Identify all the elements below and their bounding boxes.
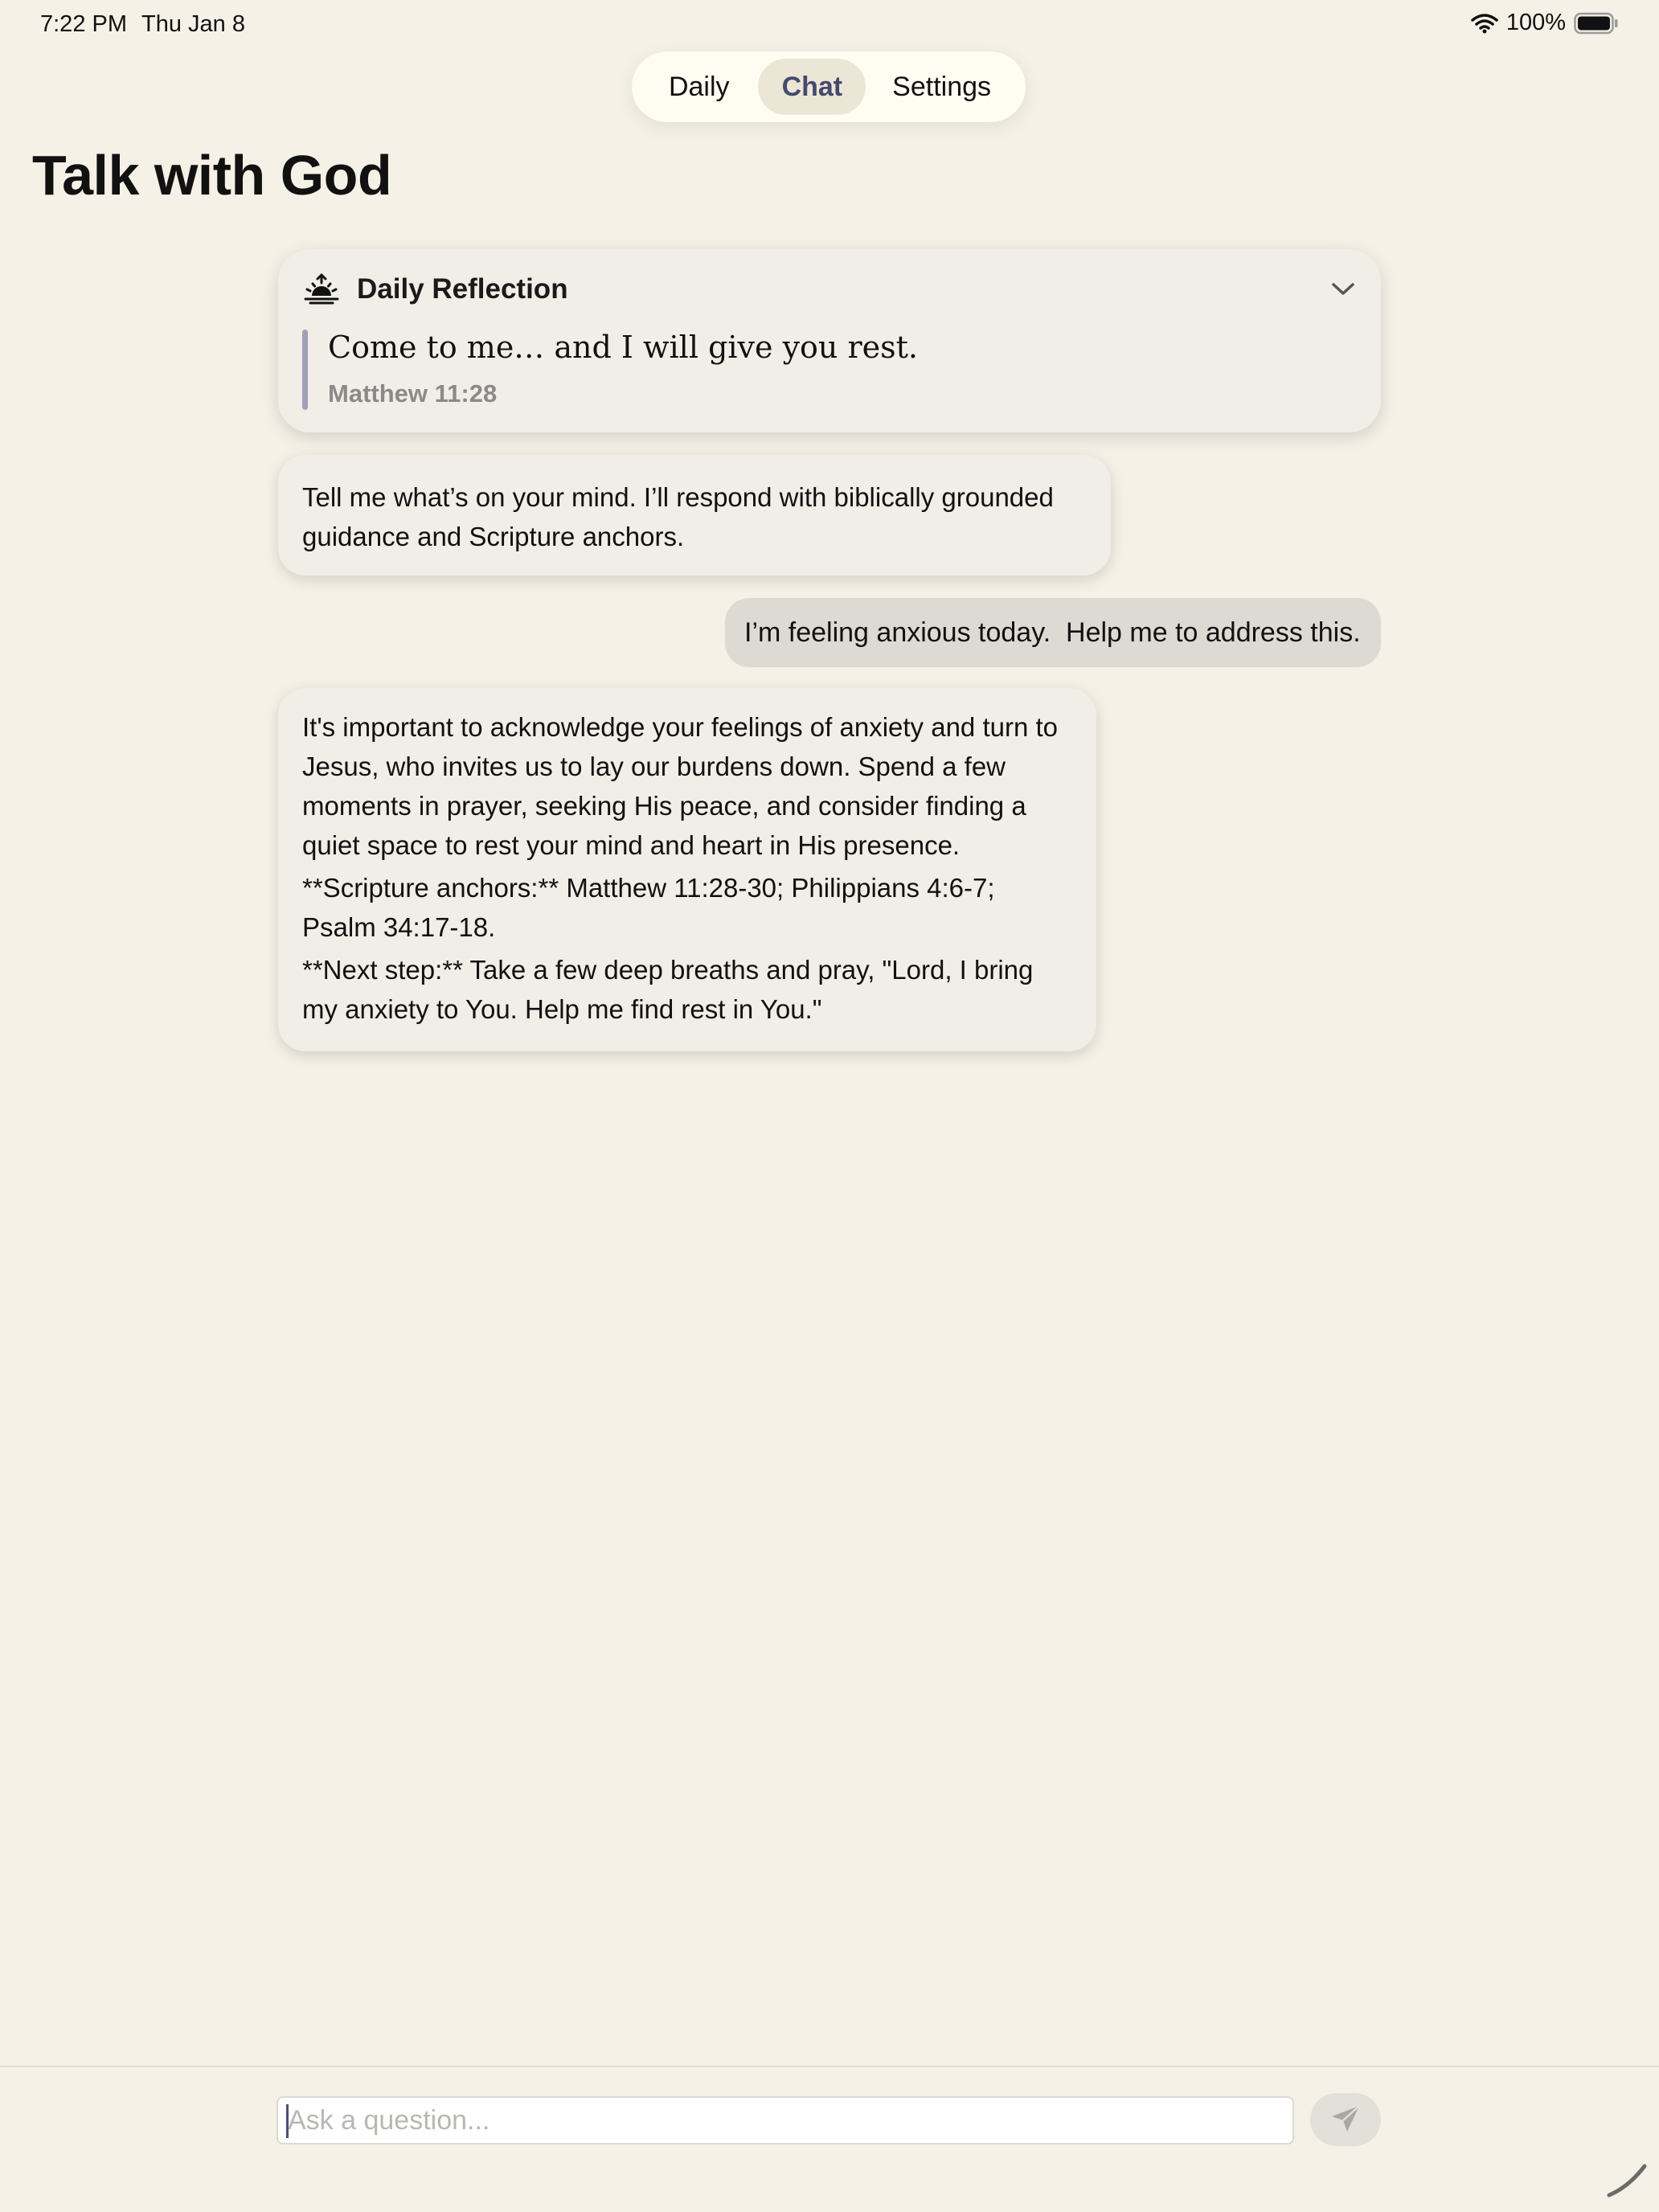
tab-chat[interactable]: Chat (758, 59, 866, 115)
reply-scripture-anchors: **Scripture anchors:** Matthew 11:28-30; Philippians 4:6-7; Psalm 34:17-18. (302, 873, 995, 942)
composer-divider (0, 2066, 1659, 2067)
status-bar (0, 0, 1659, 51)
assistant-message-reply (278, 688, 1096, 1051)
send-button[interactable] (1310, 2093, 1381, 2146)
question-input[interactable] (276, 2096, 1294, 2144)
wifi-icon (1471, 13, 1498, 34)
status-time: 7:22 PM (40, 11, 127, 37)
quote-bar (302, 330, 308, 410)
assistant-message-intro: Tell me what’s on your mind. I’ll respond with biblically grounded guidance and Scripture anchors. (278, 455, 1111, 576)
tab-bar (632, 51, 1026, 122)
daily-reflection-card[interactable] (278, 249, 1381, 432)
sunrise-icon (304, 273, 339, 309)
reply-next-step: **Next step:** Take a few deep breaths and pray, "Lord, I bring my anxiety to You. Help me find rest in You." (302, 955, 1034, 1024)
chevron-down-icon[interactable] (1331, 281, 1355, 301)
verse-reference: Matthew 11:28 (328, 379, 498, 408)
verse-text: Come to me… and I will give you rest. (328, 330, 918, 365)
reflection-title: Daily Reflection (357, 273, 568, 305)
text-caret (286, 2104, 289, 2138)
paper-plane-icon (1329, 2103, 1362, 2136)
battery-percentage: 100% (1505, 10, 1566, 35)
scroll-indicator (1604, 2160, 1653, 2204)
page-title: Talk with God (32, 144, 392, 207)
tab-settings[interactable]: Settings (892, 71, 992, 102)
reply-paragraph: It's important to acknowledge your feelings of anxiety and turn to Jesus, who invites us to lay our burdens down. Spend a few moments in prayer, seeking His peace, and consider finding a quiet space to rest your mind and heart in His presence. (302, 712, 1059, 860)
battery-icon (1574, 12, 1619, 35)
status-indicators (1471, 10, 1619, 36)
user-message: I’m feeling anxious today. Help me to address this. (725, 598, 1381, 667)
tab-daily[interactable]: Daily (668, 71, 730, 102)
status-date: Thu Jan 8 (141, 11, 245, 37)
